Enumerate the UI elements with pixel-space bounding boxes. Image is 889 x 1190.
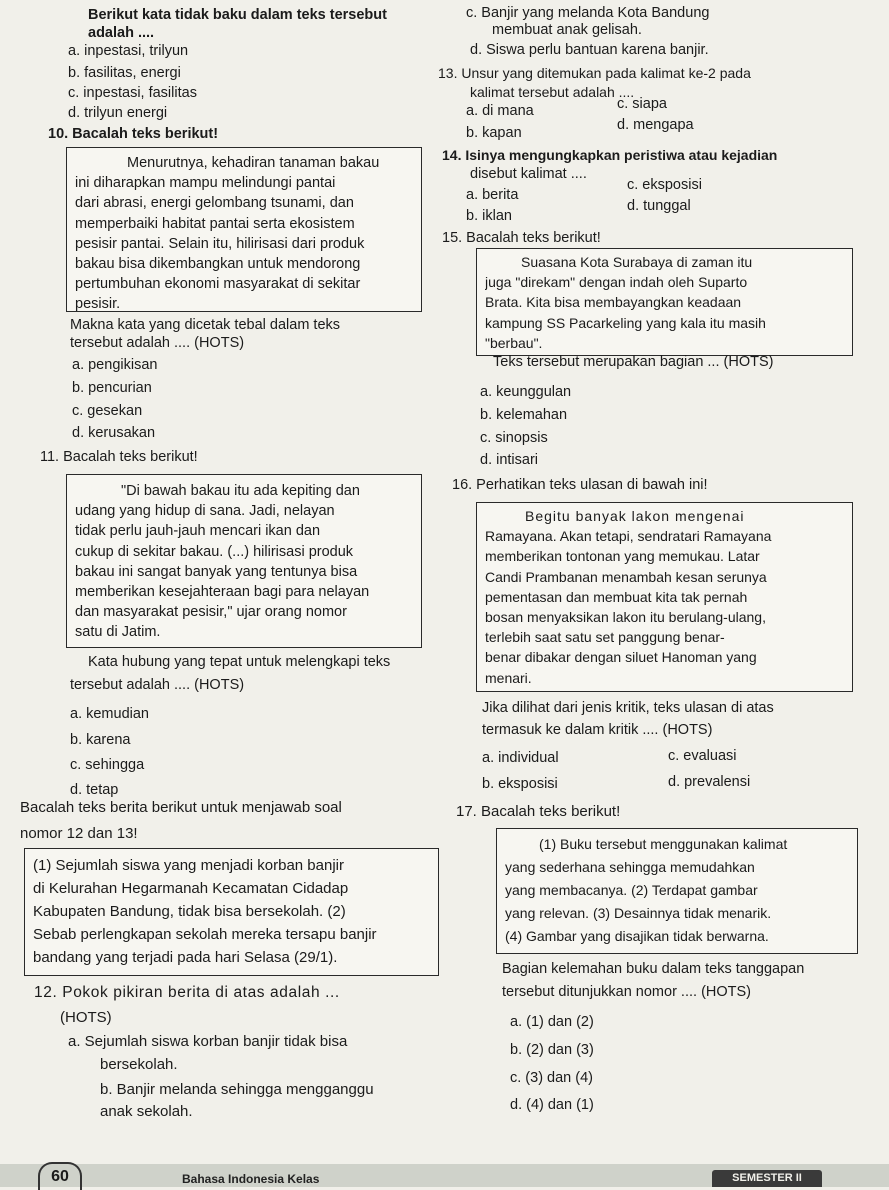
q16-option-d[interactable]: d. prevalensi (668, 774, 751, 790)
q15-box-line: kampung SS Pacarkeling yang kala itu masih (485, 314, 766, 331)
q12-option-c-cont[interactable]: membuat anak gelisah. (492, 22, 642, 38)
news-box-line: di Kelurahan Hegarmanah Kecamatan Cidadap (33, 880, 349, 897)
q9-option-b[interactable]: b. fasilitas, energi (68, 65, 181, 81)
q15-box-line: juga "direkam" dengan indah oleh Suparto (485, 274, 748, 291)
q10-box-line: dari abrasi, energi gelombang tsunami, dan (75, 195, 354, 212)
q17-text-box (496, 828, 858, 954)
q14-stem-line2: disebut kalimat .... (470, 166, 587, 182)
q10-box-line: bakau bisa dikembangkan untuk mendorong (75, 256, 361, 273)
q10-option-d[interactable]: d. kerusakan (72, 425, 156, 441)
news-text-box (24, 848, 439, 976)
q10-box-line: ini diharapkan mampu melindungi pantai (75, 175, 336, 192)
q10-box-line: pesisir. (75, 296, 121, 313)
q12-stem-line2: (HOTS) (60, 1009, 112, 1026)
q17-option-a[interactable]: a. (1) dan (2) (510, 1014, 594, 1030)
q10-question-line2: tersebut adalah .... (HOTS) (70, 335, 245, 351)
q11-option-d[interactable]: d. tetap (70, 782, 119, 798)
q12-option-b[interactable]: b. Banjir melanda sehingga mengganggu (100, 1081, 374, 1098)
q10-option-b[interactable]: b. pencurian (72, 380, 152, 396)
q12-option-d[interactable]: d. Siswa perlu bantuan karena banjir. (470, 42, 709, 58)
q17-question-line2: tersebut ditunjukkan nomor .... (HOTS) (502, 984, 752, 1000)
q10-option-a[interactable]: a. pengikisan (72, 357, 158, 373)
q15-box-line: Brata. Kita bisa membayangkan keadaan (485, 294, 742, 311)
q11-box-line: memberikan kesejahteraan bagi para nelayan (75, 584, 370, 601)
q9-option-a[interactable]: a. inpestasi, trilyun (68, 43, 189, 59)
q17-box-line: yang membacanya. (2) Terdapat gambar (505, 882, 758, 898)
q15-text-box (476, 248, 853, 356)
q10-question-line1: Makna kata yang dicetak tebal dalam teks (70, 317, 341, 333)
q12-stem-line1: 12. Pokok pikiran berita di atas adalah ... (34, 984, 340, 1001)
q11-text-box (66, 474, 422, 648)
q15-box-line: Suasana Kota Surabaya di zaman itu (521, 254, 753, 270)
q12-option-a[interactable]: a. Sejumlah siswa korban banjir tidak bisa (68, 1033, 348, 1050)
q10-option-c[interactable]: c. gesekan (72, 403, 143, 419)
q11-option-a[interactable]: a. kemudian (70, 706, 149, 722)
q11-box-line: satu di Jatim. (75, 624, 161, 641)
q17-box-line: yang relevan. (3) Desainnya tidak menarik. (505, 905, 772, 921)
instruction-line1: Bacalah teks berita berikut untuk menjawab soal (20, 799, 342, 816)
q15-option-c[interactable]: c. sinopsis (480, 430, 548, 446)
q11-option-c[interactable]: c. sehingga (70, 757, 145, 773)
q11-box-line: bakau ini sangat banyak yang tentunya bisa (75, 563, 358, 580)
q12-option-c[interactable]: c. Banjir yang melanda Kota Bandung (466, 5, 710, 21)
q9-stem-line2: adalah .... (88, 25, 155, 41)
q15-option-a[interactable]: a. keunggulan (480, 384, 572, 400)
q10-box-line: pertumbuhan ekonomi masyarakat di sekitar (75, 276, 361, 293)
footer-subject: Bahasa Indonesia Kelas (182, 1172, 320, 1186)
q9-stem-line1: Berikut kata tidak baku dalam teks tersebut (88, 7, 387, 23)
q16-question-line2: termasuk ke dalam kritik .... (HOTS) (482, 722, 713, 738)
q14-stem-line1: 14. Isinya mengungkapkan peristiwa atau kejadian (442, 147, 778, 163)
news-box-line: Sebab perlengkapan sekolah mereka tersapu banjir (33, 926, 377, 943)
page-number: 60 (38, 1162, 82, 1190)
news-box-line: Kabupaten Bandung, tidak bisa bersekolah. (2) (33, 903, 346, 920)
q17-box-line: (1) Buku tersebut menggunakan kalimat (539, 836, 788, 852)
q15-question: Teks tersebut merupakan bagian ... (HOTS) (493, 354, 774, 370)
q11-question-line2: tersebut adalah .... (HOTS) (70, 677, 245, 693)
q11-question-line1: Kata hubung yang tepat untuk melengkapi teks (88, 654, 391, 670)
q11-box-line: dan masyarakat pesisir," ujar orang nomor (75, 604, 347, 621)
q14-option-d[interactable]: d. tunggal (627, 198, 691, 214)
q16-box-line: memberikan tontonan yang memukau. Latar (485, 548, 760, 565)
news-box-line: bandang yang terjadi pada hari Selasa (29/1). (33, 949, 338, 966)
q10-box-line: Menurutnya, kehadiran tanaman bakau (127, 155, 380, 171)
q13-option-a[interactable]: a. di mana (466, 103, 534, 119)
q14-option-b[interactable]: b. iklan (466, 208, 512, 224)
instruction-line2: nomor 12 dan 13! (20, 825, 138, 842)
q15-option-b[interactable]: b. kelemahan (480, 407, 568, 423)
q15-stem: 15. Bacalah teks berikut! (442, 230, 601, 246)
q14-option-a[interactable]: a. berita (466, 187, 519, 203)
q13-option-d[interactable]: d. mengapa (617, 117, 694, 133)
q16-box-line: menari. (485, 669, 532, 686)
q16-question-line1: Jika dilihat dari jenis kritik, teks ulasan di atas (482, 700, 774, 716)
q16-text-box (476, 502, 853, 692)
q17-option-d[interactable]: d. (4) dan (1) (510, 1097, 594, 1113)
q10-box-line: pesisir pantai. Selain itu, hilirisasi dari produk (75, 235, 365, 252)
q17-question-line1: Bagian kelemahan buku dalam teks tanggapan (502, 961, 805, 977)
q13-option-b[interactable]: b. kapan (466, 125, 522, 141)
q16-box-line: Ramayana. Akan tetapi, sendratari Ramayana (485, 528, 772, 545)
q17-box-line: yang sederhana sehingga memudahkan (505, 859, 755, 875)
q12-option-a-cont[interactable]: bersekolah. (100, 1056, 178, 1073)
q15-box-line: "berbau". (485, 334, 543, 351)
q16-option-a[interactable]: a. individual (482, 750, 559, 766)
q13-stem-line1: 13. Unsur yang ditemukan pada kalimat ke-2 pada (438, 65, 751, 81)
q17-stem: 17. Bacalah teks berikut! (456, 803, 621, 820)
q11-option-b[interactable]: b. karena (70, 732, 131, 748)
q13-stem-line2: kalimat tersebut adalah .... (470, 84, 635, 100)
q16-box-line: pementasan dan membuat kita tak pernah (485, 588, 748, 605)
q10-stem: 10. Bacalah teks berikut! (48, 126, 219, 142)
q11-box-line: tidak perlu jauh-jauh mencari ikan dan (75, 523, 321, 540)
q16-box-line: bosan menyaksikan lakon itu berulang-ulang, (485, 609, 766, 626)
q11-box-line: udang yang hidup di sana. Jadi, nelayan (75, 503, 335, 520)
q17-box-line: (4) Gambar yang disajikan tidak berwarna. (505, 928, 769, 944)
q16-stem: 16. Perhatikan teks ulasan di bawah ini! (452, 477, 708, 493)
q11-box-line: cukup di sekitar bakau. (...) hilirisasi produk (75, 543, 354, 560)
q13-option-c[interactable]: c. siapa (617, 96, 667, 112)
q16-box-line: Candi Prambanan menambah kesan serunya (485, 568, 767, 585)
q12-option-b-cont[interactable]: anak sekolah. (100, 1103, 193, 1120)
q16-box-line: terlebih saat satu set panggung benar- (485, 629, 725, 646)
q17-option-c[interactable]: c. (3) dan (4) (510, 1070, 593, 1086)
q16-box-line: benar dibakar dengan siluet Hanoman yang (485, 649, 757, 666)
q11-box-line: "Di bawah bakau itu ada kepiting dan (121, 483, 360, 499)
q9-option-c[interactable]: c. inpestasi, fasilitas (68, 85, 197, 101)
q16-box-line: Begitu banyak lakon mengenai (525, 508, 745, 524)
q11-stem: 11. Bacalah teks berikut! (40, 449, 198, 465)
q9-option-d[interactable]: d. trilyun energi (68, 105, 168, 121)
q14-option-c[interactable]: c. eksposisi (627, 177, 702, 193)
semester-tag: SEMESTER II (712, 1170, 822, 1187)
q16-option-b[interactable]: b. eksposisi (482, 776, 558, 792)
news-box-line: (1) Sejumlah siswa yang menjadi korban banjir (33, 857, 344, 874)
q16-option-c[interactable]: c. evaluasi (668, 748, 737, 764)
q10-box-line: memperbaiki habitat pantai serta ekosistem (75, 215, 355, 232)
q17-option-b[interactable]: b. (2) dan (3) (510, 1042, 594, 1058)
q10-text-box (66, 147, 422, 312)
q15-option-d[interactable]: d. intisari (480, 452, 539, 468)
